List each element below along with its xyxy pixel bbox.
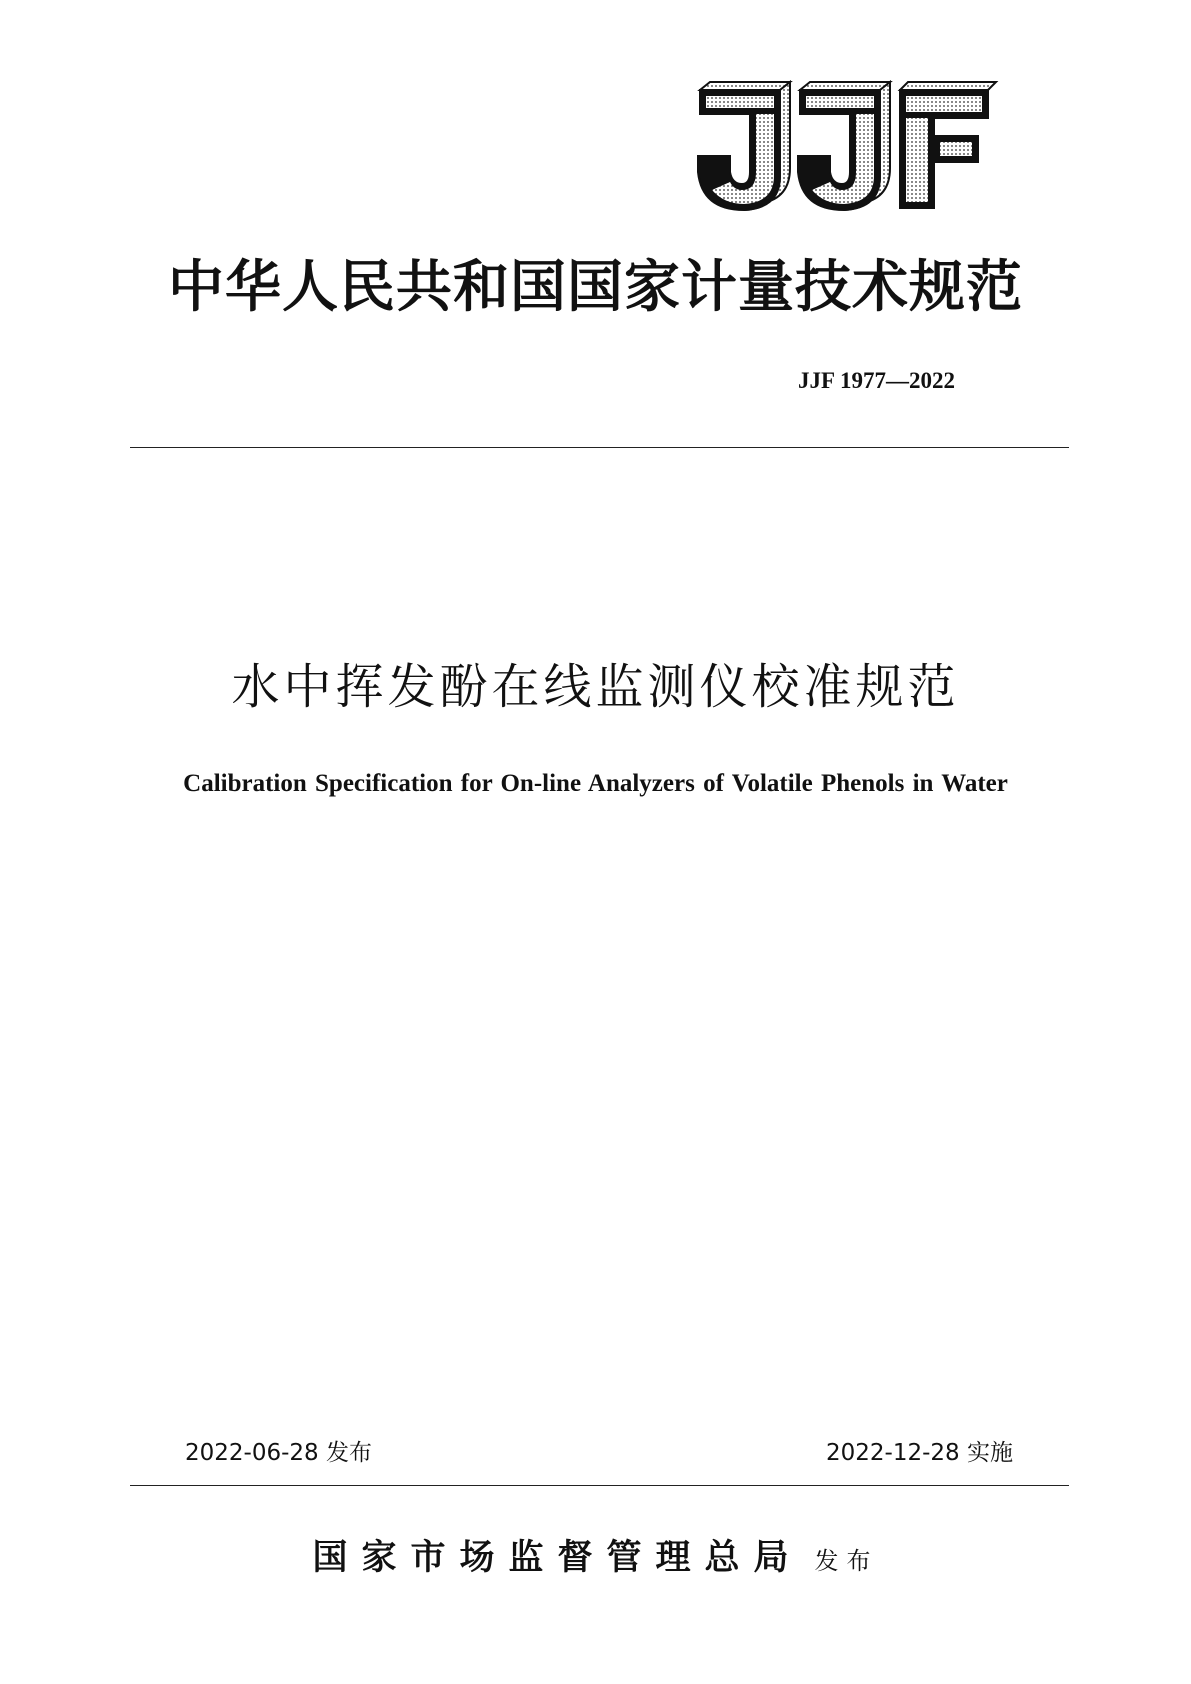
bottom-divider — [130, 1485, 1069, 1486]
logo-text: JJF — [690, 80, 692, 81]
publisher-organization: 国家市场监督管理总局 — [312, 1537, 803, 1578]
chinese-title: 水中挥发酚在线监测仪校准规范 — [231, 659, 960, 715]
top-divider — [130, 447, 1069, 448]
main-title: 中华人民共和国国家计量技术规范 — [168, 254, 1023, 320]
english-title: Calibration Specification for On-line Analyzers of Volatile Phenols in Water — [183, 770, 1008, 797]
document-number: JJF 1977—2022 — [798, 368, 955, 393]
publisher-line — [0, 1530, 1191, 1580]
jjf-logo — [690, 80, 1000, 212]
issue-date: 2022-06-28 发布 — [185, 1440, 372, 1466]
effective-date: 2022-12-28 实施 — [826, 1440, 1013, 1466]
publisher-suffix: 发布 — [814, 1547, 879, 1575]
